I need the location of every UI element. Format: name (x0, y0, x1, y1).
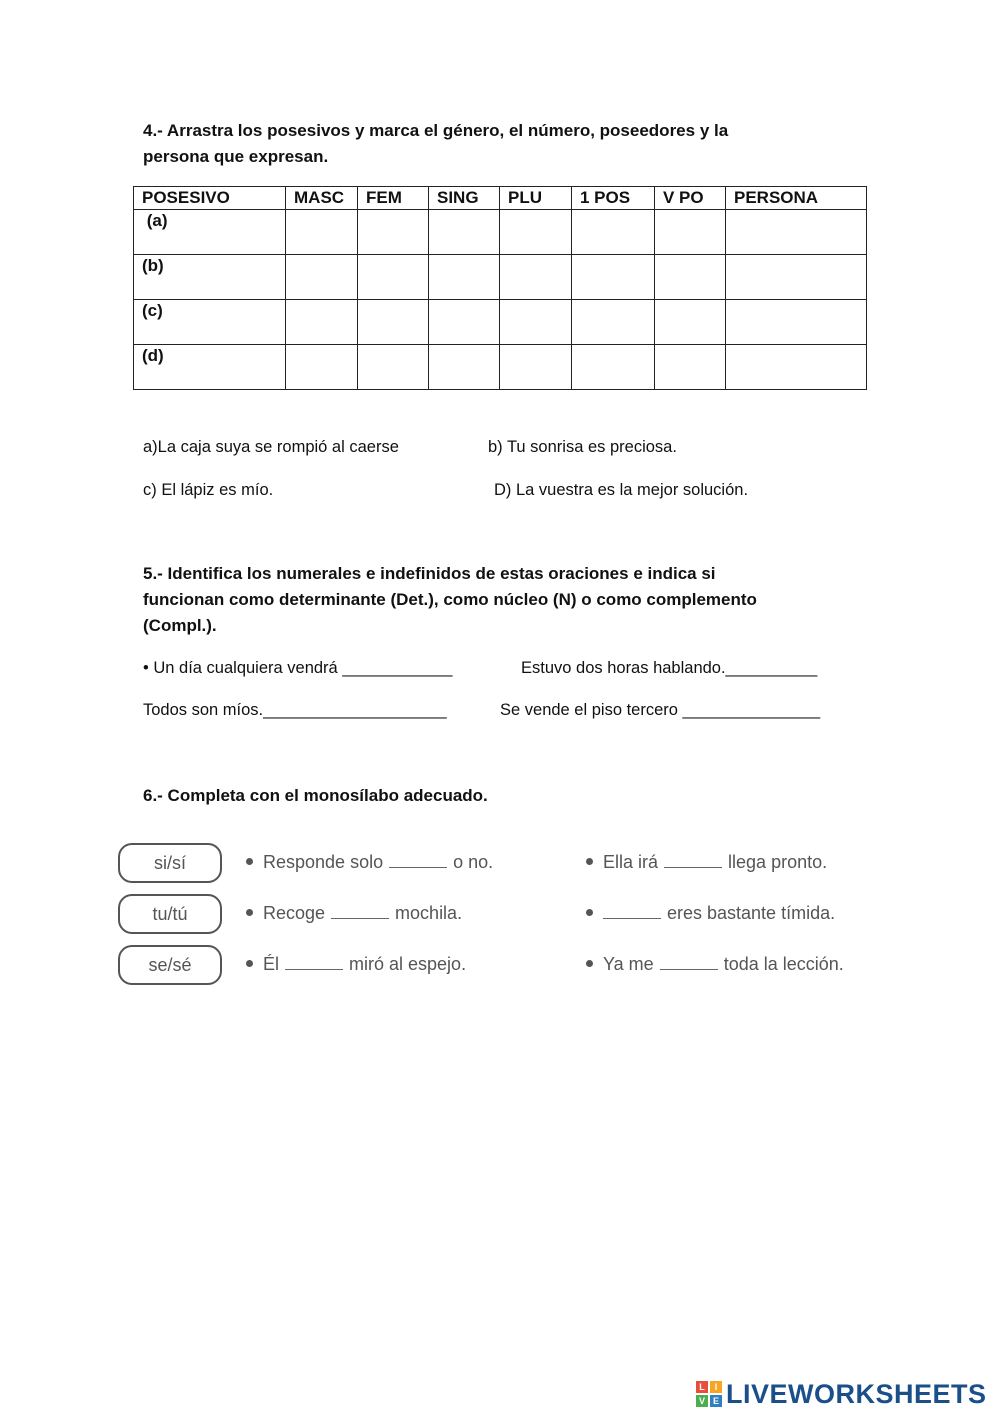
cell-d-vpo[interactable] (655, 345, 726, 390)
answer-blank[interactable] (389, 853, 447, 868)
ex-text-post: mochila. (395, 903, 463, 923)
table-row (134, 345, 867, 390)
bullet-icon (586, 909, 593, 916)
logo-letter: V (696, 1395, 708, 1407)
q6-exercise-3a (246, 953, 466, 975)
cell-c-plu[interactable] (500, 300, 572, 345)
header-plu: PLU (500, 187, 572, 210)
q6-exercise-1a (246, 851, 493, 873)
ex-text-pre: Responde solo (263, 852, 384, 872)
ex-text-pre: Él (263, 954, 280, 974)
answer-blank[interactable] (664, 853, 722, 868)
monosyllable-box-si: si/sí (118, 843, 222, 883)
possessive-table (133, 186, 867, 390)
header-fem: FEM (358, 187, 429, 210)
q6-title: 6.- Completa con el monosílabo adecuado. (143, 786, 488, 805)
liveworksheets-logo[interactable] (696, 1378, 987, 1410)
bullet-icon (246, 909, 253, 916)
header-persona: PERSONA (726, 187, 867, 210)
cell-b-fem[interactable] (358, 255, 429, 300)
ex-text-post: toda la lección. (723, 954, 844, 974)
q6-exercise-3b (586, 953, 844, 975)
ex-text-post: llega pronto. (728, 852, 828, 872)
cell-b-persona[interactable] (726, 255, 867, 300)
q5-sentence-1[interactable]: • Un día cualquiera vendrá ____________ (143, 659, 453, 677)
q5-title-line3: (Compl.). (143, 616, 217, 635)
cell-c-masc[interactable] (286, 300, 358, 345)
table-row (134, 300, 867, 345)
bullet-icon (586, 960, 593, 967)
q6-exercise-2a (246, 902, 462, 924)
ex-text-pre: Ella irá (603, 852, 659, 872)
ex-text-post: o no. (453, 852, 494, 872)
header-v-po: V PO (655, 187, 726, 210)
answer-blank[interactable] (285, 955, 343, 970)
logo-letter: L (696, 1381, 708, 1393)
cell-b-1pos[interactable] (572, 255, 655, 300)
q6-exercise-2b (586, 902, 835, 924)
q6-exercise-1b (586, 851, 827, 873)
header-masc: MASC (286, 187, 358, 210)
header-1-pos: 1 POS (572, 187, 655, 210)
table-row (134, 210, 867, 255)
logo-squares-icon (696, 1381, 722, 1407)
answer-blank[interactable] (331, 904, 389, 919)
ex-text-pre: Ya me (603, 954, 654, 974)
cell-c-fem[interactable] (358, 300, 429, 345)
cell-b-vpo[interactable] (655, 255, 726, 300)
cell-d-fem[interactable] (358, 345, 429, 390)
q4-sentence-a[interactable]: a)La caja suya se rompió al caerse (143, 438, 399, 456)
logo-letter: I (710, 1381, 722, 1393)
cell-a-sing[interactable] (429, 210, 500, 255)
q5-sentence-3[interactable]: Todos son míos.____________________ (143, 701, 447, 719)
q5-sentence-4[interactable]: Se vende el piso tercero _______________ (500, 701, 821, 719)
ex-text-post: miró al espejo. (349, 954, 467, 974)
q5-title (143, 561, 757, 639)
cell-a-persona[interactable] (726, 210, 867, 255)
answer-blank[interactable] (660, 955, 718, 970)
logo-letter: E (710, 1395, 722, 1407)
cell-b-sing[interactable] (429, 255, 500, 300)
cell-a-1pos[interactable] (572, 210, 655, 255)
ex-text-post: eres bastante tímida. (667, 903, 836, 923)
q4-title-line1: 4.- Arrastra los posesivos y marca el género, el número, poseedores y la (143, 121, 729, 140)
row-label-c[interactable]: (c) (134, 300, 286, 345)
bullet-icon (586, 858, 593, 865)
q4-sentence-d[interactable]: D) La vuestra es la mejor solución. (494, 481, 749, 499)
cell-a-fem[interactable] (358, 210, 429, 255)
q5-sentence-2[interactable]: Estuvo dos horas hablando.__________ (521, 659, 818, 677)
bullet-icon (246, 858, 253, 865)
q5-title-line2: funcionan como determinante (Det.), como núcleo (N) o como complemento (143, 590, 757, 609)
table-row (134, 255, 867, 300)
cell-b-plu[interactable] (500, 255, 572, 300)
ex-text-pre: Recoge (263, 903, 326, 923)
cell-d-persona[interactable] (726, 345, 867, 390)
q4-title (143, 118, 728, 170)
table-header-row (134, 187, 867, 210)
cell-d-sing[interactable] (429, 345, 500, 390)
row-label-b[interactable]: (b) (134, 255, 286, 300)
monosyllable-box-se: se/sé (118, 945, 222, 985)
bullet-icon (246, 960, 253, 967)
q4-sentence-b[interactable]: b) Tu sonrisa es preciosa. (488, 438, 677, 456)
cell-b-masc[interactable] (286, 255, 358, 300)
cell-a-masc[interactable] (286, 210, 358, 255)
header-sing: SING (429, 187, 500, 210)
cell-d-plu[interactable] (500, 345, 572, 390)
cell-c-sing[interactable] (429, 300, 500, 345)
row-label-a[interactable]: (a) (134, 210, 286, 255)
q5-title-line1: 5.- Identifica los numerales e indefinidos de estas oraciones e indica si (143, 564, 716, 583)
header-posesivo: POSESIVO (134, 187, 286, 210)
cell-d-1pos[interactable] (572, 345, 655, 390)
q4-sentence-c[interactable]: c) El lápiz es mío. (143, 481, 274, 499)
cell-a-plu[interactable] (500, 210, 572, 255)
monosyllable-box-tu: tu/tú (118, 894, 222, 934)
cell-c-vpo[interactable] (655, 300, 726, 345)
cell-a-vpo[interactable] (655, 210, 726, 255)
row-label-d[interactable]: (d) (134, 345, 286, 390)
cell-c-1pos[interactable] (572, 300, 655, 345)
q4-title-line2: persona que expresan. (143, 147, 329, 166)
cell-c-persona[interactable] (726, 300, 867, 345)
answer-blank[interactable] (603, 904, 661, 919)
brand-name: LIVEWORKSHEETS (726, 1378, 987, 1409)
cell-d-masc[interactable] (286, 345, 358, 390)
